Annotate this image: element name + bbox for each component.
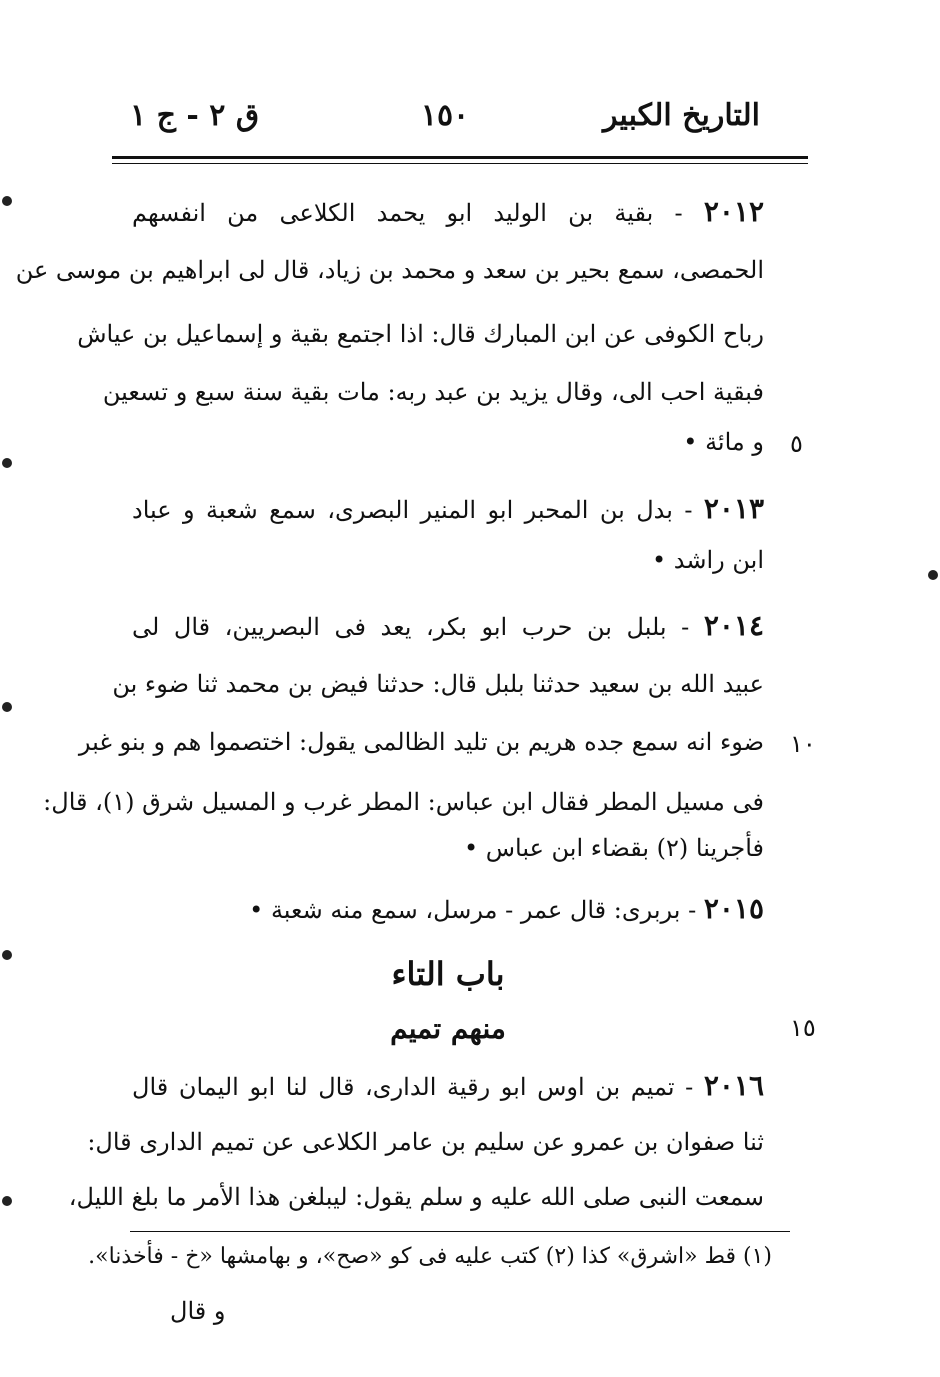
header-rule-thin — [112, 163, 808, 164]
entry-2016-line-1: ٢٠١٦ - تميم بن اوس ابو رقية الدارى، قال لنا ابو اليمان قال — [132, 1069, 764, 1102]
entry-2012-line-5: و مائة • — [683, 428, 764, 456]
binding-hole-mark — [928, 570, 938, 580]
running-header — [130, 98, 760, 148]
entry-2012-line-3: رباح الكوفى عن ابن المبارك قال: اذا اجتمع بقية و إسماعيل بن عياش — [77, 320, 764, 348]
entry-2012-line-4: فبقية احب الى، وقال يزيد بن عبد ربه: مات بقية سنة سبع و تسعين — [102, 378, 764, 406]
entry-2014-line-3: ضوء انه سمع جده هريم بن تليد الظالمى يقول: اختصموا هم و بنو غبر — [78, 728, 764, 756]
binding-hole-mark — [2, 702, 12, 712]
entry-2012-line-1: ٢٠١٢ - بقية بن الوليد ابو يحمد الكلاعى من انفسهم — [132, 195, 764, 228]
binding-hole-mark — [2, 950, 12, 960]
book-title: التاريخ الكبير — [602, 98, 760, 133]
line-number-10: ١٠ — [790, 730, 816, 758]
header-rule-thick — [112, 156, 808, 159]
catchword: و قال — [170, 1297, 226, 1325]
line-number-5: ٥ — [790, 430, 803, 458]
binding-hole-mark — [2, 196, 12, 206]
binding-hole-mark — [2, 458, 12, 468]
footnote: (١) قط «اشرق» كذا (٢) كتب عليه فى كو «صح»، و بهامشها «خ - فأخذنا». — [88, 1244, 772, 1269]
entry-2014-line-1: ٢٠١٤ - بلبل بن حرب ابو بكر، يعد فى البصريين، قال لى — [132, 609, 764, 642]
entry-2016-line-3: سمعت النبى صلى الله عليه و سلم يقول: ليبلغن هذا الأمر ما بلغ الليل، — [68, 1183, 764, 1211]
entry-2012-line-2: الحمصى، سمع بحير بن سعد و محمد بن زياد، قال لى ابراهيم بن موسى عن — [15, 256, 764, 284]
entry-2016-line-2: ثنا صفوان بن عمرو عن سليم بن عامر الكلاعى عن تميم الدارى قال: — [87, 1128, 764, 1156]
page-number: ١٥٠ — [420, 98, 470, 133]
binding-hole-mark — [2, 1196, 12, 1206]
entry-2014-line-2: عبيد الله بن سعيد حدثنا بلبل قال: حدثنا فيض بن محمد ثنا ضوء بن — [112, 670, 764, 698]
section-heading: باب التاء — [391, 955, 505, 993]
sub-heading: منهم تميم — [390, 1012, 506, 1045]
entry-2013-line-1: ٢٠١٣ - بدل بن المحبر ابو المنير البصرى، سمع شعبة و عباد — [132, 492, 764, 525]
line-number-15: ١٥ — [790, 1014, 816, 1042]
entry-2013-line-2: ابن راشد • — [652, 546, 764, 574]
entry-2015: ٢٠١٥ - بربرى: قال عمر - مرسل، سمع منه شعبة • — [249, 892, 764, 925]
footnote-rule — [130, 1231, 790, 1232]
entry-2014-line-4: فى مسيل المطر فقال ابن عباس: المطر غرب و المسيل شرق (١)، قال: — [43, 788, 764, 816]
volume-reference: ق ٢ - ج ١ — [130, 98, 260, 133]
entry-2014-line-5: فأجرينا (٢) بقضاء ابن عباس • — [463, 834, 764, 862]
